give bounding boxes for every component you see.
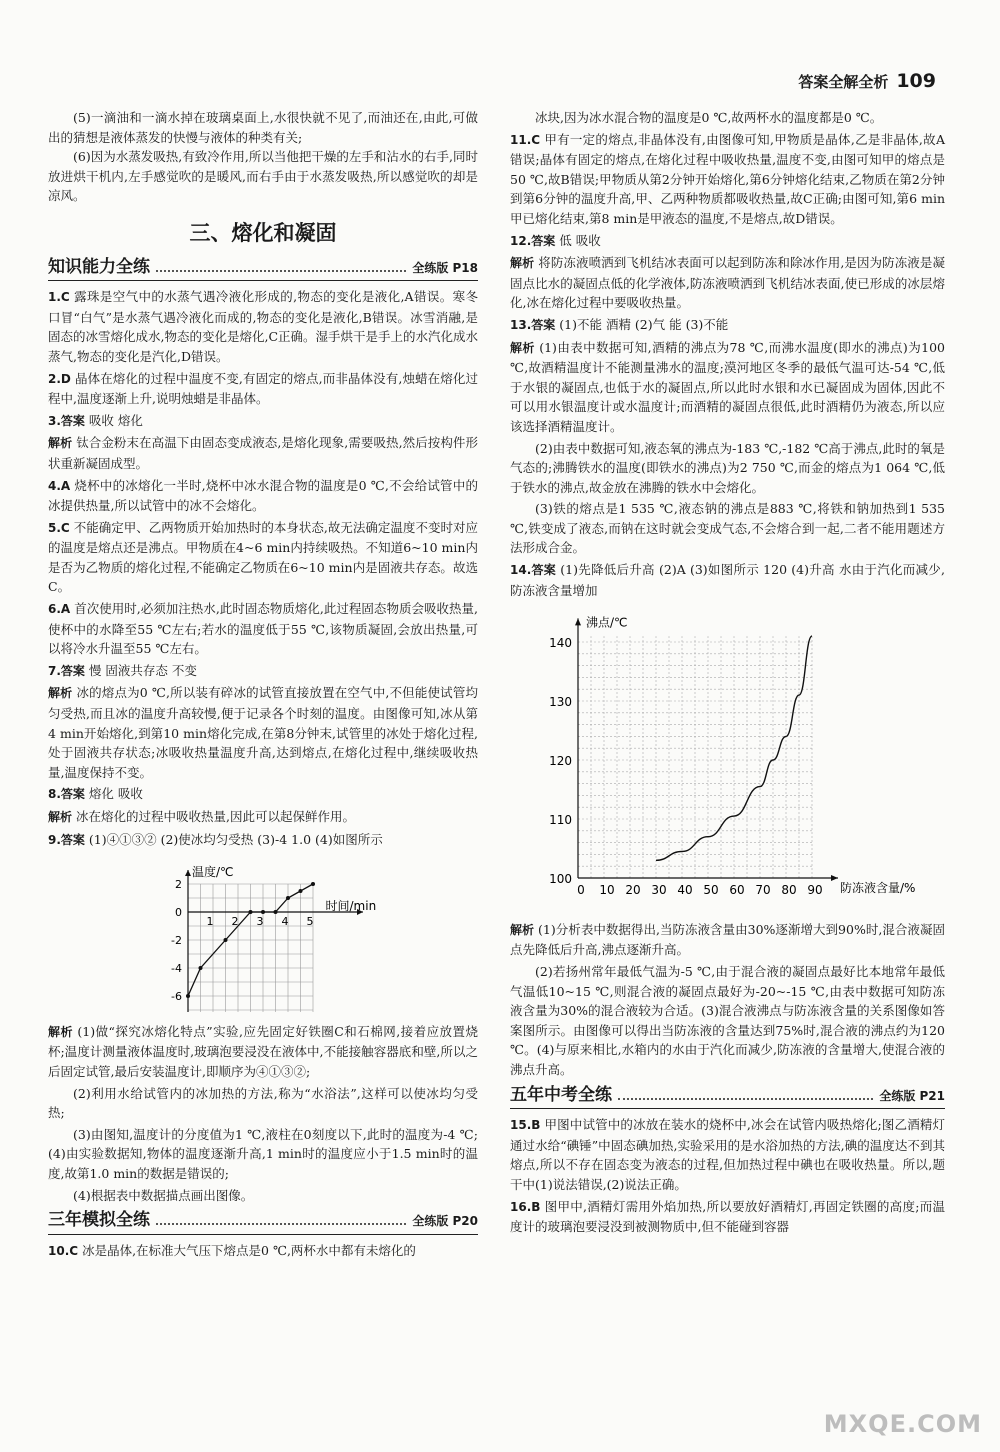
y-tick-label: 140 [549, 636, 572, 651]
answer-text: 甲图中试管中的冰放在装水的烧杯中,冰会在试管内吸热熔化;图乙酒精灯通过水给“碘锤”中固态碘加热,实验采用的是水浴加热的方法,碘的温度达不到其熔点,所以不存在固态变为液态的过程,但加热过程中碘也在吸收热量。所以,题干中(1)说法错误,(2)说法正确。 [510, 1117, 945, 1192]
answer-item [510, 108, 945, 128]
y-tick-label: 110 [549, 813, 572, 828]
answer-text: (3)由图知,温度计的分度值为1 ℃,液柱在0刻度以下,此时的温度为-4 ℃;(4)由实验数据知,物体的温度逐渐升高,1 min时的温度应小于1.5 min时的温度,故第1.0 min的数据是错误的; [48, 1126, 478, 1181]
answer-label: 答案 [60, 413, 85, 428]
answer-item [48, 1125, 478, 1184]
answer-text: 冰在熔化的过程中吸收热量,因此可以起保鲜作用。 [76, 809, 355, 824]
answer-item [48, 661, 478, 682]
x-tick-label: 20 [625, 883, 641, 898]
question-number: 12. [510, 233, 532, 248]
question-number: 11.C [510, 132, 541, 147]
section-header-ref: 全练版 P21 [879, 1088, 945, 1103]
section-header-knowledge [48, 258, 478, 282]
answer-text: 露珠是空气中的水蒸气遇冷液化形成的,物态的变化是液化,A错误。寒冬口冒“白气”是水蒸气遇冷液化而成的,物态的变化是液化,B错误。冰雪消融,是固态的冰雪熔化成水,物态的变化是熔化,C正确。湿手烘干是手上的水汽化成水蒸气,物态的变化是汽化,D错误。 [48, 289, 479, 364]
left-items-after [48, 1022, 478, 1205]
answer-text: 冰是晶体,在标准大气压下熔点是0 ℃,两杯水中都有未熔化的 [82, 1242, 416, 1258]
y-tick-label: -6 [171, 990, 182, 1004]
page-header [798, 70, 936, 92]
section-header-ref: 全练版 P18 [412, 260, 478, 275]
answer-item [48, 599, 478, 659]
answer-label: 解析 [48, 686, 73, 701]
question-number: 13. [510, 317, 532, 332]
question-number: 1.C [48, 290, 70, 305]
x-tick-label: 30 [651, 883, 667, 898]
x-tick-label: 80 [781, 883, 797, 898]
question-number: 4.A [48, 478, 71, 493]
question-number: 7. [48, 663, 61, 678]
x-tick-label: 0 [577, 883, 585, 898]
answer-item [510, 560, 945, 600]
y-tick-label: -2 [171, 934, 182, 948]
question-number: 6.A [48, 602, 71, 617]
data-point [199, 966, 203, 970]
answer-item [48, 784, 478, 805]
answer-item [510, 439, 945, 498]
y-tick-label: -4 [171, 962, 182, 976]
x-tick-label: 4 [281, 915, 289, 929]
answer-label: 答案 [60, 663, 85, 678]
question-number: 3. [48, 413, 61, 428]
chart-boiling-point [510, 604, 945, 916]
y-axis-arrow [575, 619, 581, 626]
answer-text: 将防冻液喷洒到飞机结冰表面可以起到防冻和除冰作用,是因为防冻液是凝固点比水的凝固点低的化学液体,防冻液喷洒到飞机结冰表面,使已形成的冰层熔化,冰在熔化过程中要吸收热量。 [510, 255, 945, 311]
paragraph: (5)一滴油和一滴水掉在玻璃桌面上,水很快就不见了,而油还在,由此,可做出的猜想是液体蒸发的快慢与液体的种类有关; [48, 110, 478, 145]
x-tick-label: 3 [256, 915, 264, 929]
answer-text: (2)若扬州常年最低气温为-5 ℃,由于混合液的凝固点最好比本地常年最低气温低10~15 ℃,则混合液的凝固点最好为-20~-15 ℃,由表中数据可知防冻液含量为30%的混合液较为合适。(3)混合液沸点与防冻液含量的关系图像如答案图所示。由图像可以得出当防冻液的含量达到75%时,混合液的沸点约为120 ℃。(4)与原来相比,水箱内的水由于汽化而减少,防冻液的含量增大,使混合液的沸点升高。 [510, 964, 945, 1077]
x-axis-label: 时间/min [325, 899, 377, 914]
answer-item [510, 315, 945, 336]
x-axis-label: 防冻液含量/% [840, 881, 916, 896]
section-header-mock [48, 1211, 478, 1235]
section-header-title: 三年模拟全练 [48, 1210, 150, 1231]
question-number: 15.B [510, 1118, 541, 1133]
answer-text: (1)④①③② (2)使冰均匀受热 (3)-4 1.0 (4)如图所示 [88, 831, 383, 847]
question-number: 5.C [48, 520, 70, 535]
section-header-dots [618, 1098, 873, 1100]
answer-item [510, 253, 945, 313]
answer-text: 晶体在熔化的过程中温度不变,有固定的熔点,而非晶体没有,烛蜡在熔化过程中,温度逐渐上升,说明烛蜡是非晶体。 [48, 370, 478, 407]
answer-label: 答案 [60, 832, 85, 847]
right-last [510, 1115, 945, 1237]
data-point [286, 896, 290, 900]
data-point [224, 938, 228, 942]
answer-text: 冰的熔点为0 ℃,所以装有碎冰的试管直接放置在空气中,不但能使试管均匀受热,而且冰的温度升高较慢,便于记录各个时刻的温度。由图像可知,冰从第4 min开始熔化,到第10 min熔化完成,在第8分钟末,试管里的冰处于熔化过程,处于固液共存状态;冰吸收热量温度升高,达到熔点,在熔化过程中,继续吸收热量,温度保持不变。 [48, 685, 478, 780]
data-point [274, 910, 278, 914]
answer-item [48, 518, 478, 597]
question-number: 8. [48, 787, 61, 802]
chart-temperature-time [48, 854, 478, 1018]
answer-item [48, 433, 478, 473]
y-tick-label: 2 [175, 878, 182, 892]
answer-item [510, 231, 945, 252]
answer-text: (2)由表中数据可知,液态氧的沸点为-183 ℃,-182 ℃高于沸点,此时的氧是气态的;沸腾铁水的温度(即铁水的沸点)为2 750 ℃,而金的熔点为1 064 ℃,低于铁水的沸点,故金放在沸腾的铁水中会熔化。 [510, 440, 945, 495]
answer-item [48, 1186, 478, 1206]
chart2-svg [510, 604, 945, 910]
x-tick-label: 40 [677, 883, 693, 898]
data-point [299, 889, 303, 893]
x-tick-label: 5 [306, 915, 314, 929]
left-column [48, 108, 478, 1263]
left-items [48, 287, 478, 850]
y-axis-arrow [185, 870, 191, 876]
answer-text: 不能确定甲、乙两物质开始加热时的本身状态,故无法确定温度不变时对应的温度是熔点还是沸点。甲物质在4~6 min内持续吸热。不知道6~10 min内是否为乙物质的熔化过程,不能确定乙物质在6~10 min内是固液共存态。故选C。 [48, 519, 478, 595]
answer-label: 答案 [531, 317, 556, 332]
answer-text: (2)利用水给试管内的冰加热的方法,称为“水浴法”,这样可以使冰均匀受热; [48, 1085, 478, 1121]
y-axis-label: 沸点/℃ [586, 615, 628, 630]
answer-text: 图甲中,酒精灯需用外焰加热,所以要放好酒精灯,再固定铁圈的高度;而温度计的玻璃泡要浸没到被测物质中,但不能碰到容器 [510, 1198, 945, 1235]
y-tick-label: 130 [549, 695, 572, 710]
x-tick-label: 60 [729, 883, 745, 898]
data-point [186, 994, 190, 998]
left-last [48, 1241, 478, 1262]
answer-item [48, 1241, 478, 1262]
y-tick-label: 100 [549, 872, 572, 887]
answer-label: 答案 [60, 787, 85, 802]
answer-text: (1)分析表中数据得出,当防冻液含量由30%逐渐增大到90%时,混合液凝固点先降低后升高,沸点逐渐升高。 [510, 921, 945, 958]
answer-item [48, 369, 478, 409]
answer-label: 解析 [510, 340, 535, 355]
answer-label: 解析 [48, 436, 73, 451]
answer-item [48, 807, 478, 828]
answer-text: 烧杯中的冰熔化一半时,烧杯中冰水混合物的温度是0 ℃,不会给试管中的冰提供热量,所以试管中的冰不会熔化。 [48, 477, 478, 514]
question-number: 2.D [48, 371, 71, 386]
answer-item [48, 830, 478, 851]
x-tick-label: 10 [599, 883, 615, 898]
section-header-exam [510, 1086, 945, 1110]
answer-text: (1)由表中数据可知,酒精的沸点为78 ℃,而沸水温度(即水的沸点)为100 ℃,故酒精温度计不能测量沸水的温度;漠河地区冬季的最低气温可达-54 ℃,低于水银的凝固点,也低于水的凝固点,所以此时水银和水已凝固成为固体,因此不可以用水银温度计或水温度计;而酒精的凝固点很低,此时酒精仍为液态,所以应该选择酒精温度计。 [510, 339, 945, 434]
answer-label: 解析 [48, 810, 73, 824]
answer-item [48, 1084, 478, 1123]
answer-label: 解析 [510, 922, 535, 937]
answer-text: 吸收 熔化 [88, 412, 143, 428]
answer-text: (1)先降低后升高 (2)A (3)如图所示 120 (4)升高 水由于汽化而减少,防冻液含量增加 [510, 562, 945, 598]
answer-text: 钛合金粉末在高温下由固态变成液态,是熔化现象,需要吸热,然后按构件形状重新凝固成型。 [48, 435, 478, 471]
answer-item [48, 476, 478, 516]
answer-item [510, 920, 945, 960]
answer-item [48, 411, 478, 432]
answer-text: 首次使用时,必须加注热水,此时固态物质熔化,此过程固态物质会吸收热量,使杯中的水降至55 ℃左右;若水的温度低于55 ℃,该物质凝固,会放出热量,可以将冷水升温至55 ℃左右。 [48, 601, 478, 657]
data-point [261, 910, 265, 914]
answer-text: 低 吸收 [559, 232, 601, 248]
section-title: 三、熔化和凝固 [189, 220, 337, 245]
answer-text: 冰块,因为冰水混合物的温度是0 ℃,故两杯水的温度都是0 ℃。 [535, 110, 883, 125]
answer-item [48, 1022, 478, 1082]
x-tick-label: 70 [755, 883, 771, 898]
x-tick-label: 1 [206, 915, 214, 929]
answer-label: 解析 [510, 256, 535, 271]
answer-item [510, 1197, 945, 1237]
answer-item [510, 1115, 945, 1194]
x-axis-arrow [831, 875, 838, 881]
answer-item [48, 683, 478, 782]
chart1-svg [48, 854, 478, 1012]
section-header-title: 知识能力全练 [48, 256, 150, 277]
answer-text: 慢 固液共存态 不变 [88, 662, 197, 678]
x-tick-label: 90 [807, 883, 823, 898]
page-number: 109 [896, 70, 936, 92]
x-tick-label: 2 [231, 915, 239, 929]
answer-text: (1)不能 酒精 (2)气 能 (3)不能 [559, 316, 729, 332]
x-tick-label: 50 [703, 883, 719, 898]
question-number: 14. [510, 563, 532, 578]
header-title: 答案全解全析 [798, 73, 889, 91]
left-intro [48, 108, 478, 206]
paragraph: (6)因为水蒸发吸热,有致冷作用,所以当他把干燥的左手和沾水的右手,同时放进烘干机内,左手感觉吹的是暖风,而右手由于水蒸发吸热,所以感觉吹的却是凉风。 [48, 149, 478, 204]
y-tick-label: 120 [549, 754, 572, 769]
answer-text: (1)做“探究冰熔化特点”实验,应先固定好铁圈C和石棉网,接着应放置烧杯;温度计测量液体温度时,玻璃泡要浸没在液体中,不能接触容器底和壁,所以之后固定试管,最后安装温度计,即顺序为④①③②; [48, 1023, 478, 1079]
y-axis-label: 温度/℃ [192, 865, 234, 880]
right-column [510, 108, 945, 1239]
answer-item [510, 338, 945, 437]
section-header-dots [156, 1223, 406, 1225]
answer-item [510, 962, 945, 1080]
answer-item [510, 130, 945, 229]
y-tick-label: 0 [175, 906, 182, 920]
answer-label: 答案 [531, 563, 557, 578]
section-header-dots [156, 270, 406, 272]
answer-label: 答案 [531, 233, 556, 248]
answer-label: 解析 [48, 1024, 73, 1039]
answer-text: (3)铁的熔点是1 535 ℃,液态钠的沸点是883 ℃,将铁和钠加热到1 535 ℃,铁变成了液态,而钠在这时就会变成气态,不会熔合到一起,二者不能用题述方法形成合金。 [510, 501, 945, 556]
right-items-after [510, 920, 945, 1080]
section-header-title: 五年中考全练 [510, 1084, 612, 1105]
answer-text: (4)根据表中数据描点画出图像。 [73, 1187, 254, 1203]
question-number: 9. [48, 832, 61, 847]
data-point [311, 882, 315, 886]
question-number: 16.B [510, 1199, 541, 1214]
answer-item [48, 287, 478, 366]
data-point [249, 910, 253, 914]
watermark-logo: MXQE.COM [823, 1410, 982, 1438]
section-header-ref: 全练版 P20 [412, 1214, 478, 1229]
right-items [510, 108, 945, 600]
answer-item [510, 499, 945, 558]
question-number: 10.C [48, 1243, 79, 1258]
answer-text: 熔化 吸收 [88, 786, 143, 802]
answer-text: 甲有一定的熔点,非晶体没有,由图像可知,甲物质是晶体,乙是非晶体,故A错误;晶体有固定的熔点,在熔化过程中吸收热量,温度不变,由图可知甲的熔点是50 ℃,故B错误;甲物质从第2分钟开始熔化,第6分钟熔化结束,乙物质在第2分钟到第6分钟的温度升高,甲、乙两种物质都吸收热量,故C正确;由图可知,第6 min甲已熔化结束,第8 min是甲液态的温度,不是熔点,故D错误。 [510, 131, 945, 226]
